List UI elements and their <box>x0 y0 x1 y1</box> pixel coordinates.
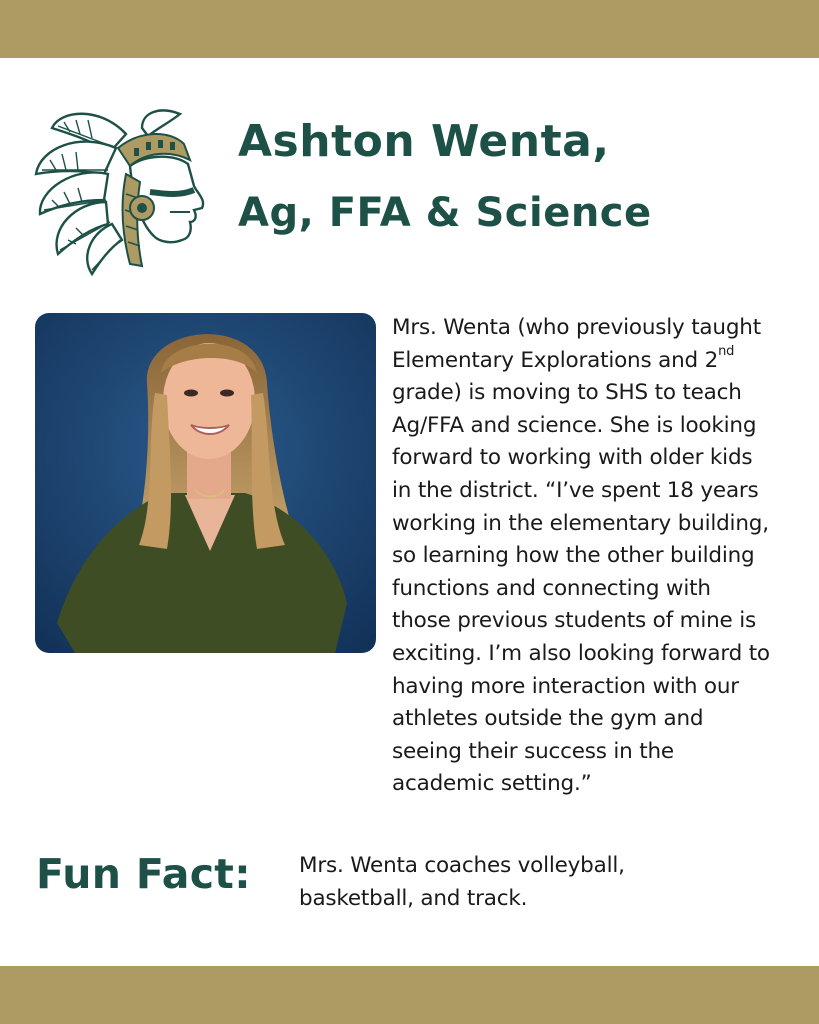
bottom-band <box>0 966 819 1024</box>
bio-line: athletes outside the gym and <box>392 706 704 732</box>
fun-fact-text <box>299 850 719 915</box>
bio-line: so learning how the other building <box>392 543 755 569</box>
bio-line: Ag/FFA and science. She is looking <box>392 412 757 438</box>
headdress-mascot-icon <box>30 104 206 278</box>
portrait-photo <box>35 313 376 653</box>
title-name: Ashton Wenta, <box>238 116 610 167</box>
fun-fact-line: Mrs. Wenta coaches volleyball, <box>299 853 625 878</box>
title-role: Ag, FFA & Science <box>238 190 652 236</box>
bio-line: those previous students of mine is <box>392 608 756 634</box>
bio-line: in the district. “I’ve spent 18 years <box>392 477 759 503</box>
bio-line: working in the elementary building, <box>392 510 769 536</box>
top-band <box>0 0 819 58</box>
bio-line: forward to working with older kids <box>392 445 753 471</box>
bio-line: academic setting.” <box>392 771 592 797</box>
bio-line: Mrs. Wenta (who previously taught <box>392 315 761 340</box>
bio-line: exciting. I’m also looking forward to <box>392 640 770 666</box>
bio-line: grade) is moving to SHS to teach <box>392 380 742 406</box>
bio-line: seeing their success in the <box>392 738 674 764</box>
fun-fact-line: basketball, and track. <box>299 885 528 911</box>
bio-line: having more interaction with our <box>392 673 739 699</box>
bio-paragraph <box>392 312 802 801</box>
ordinal-superscript: nd <box>718 344 735 360</box>
bio-line: Elementary Explorations and 2nd <box>392 344 735 373</box>
fun-fact-label: Fun Fact: <box>36 850 251 898</box>
bio-line: functions and connecting with <box>392 575 711 601</box>
